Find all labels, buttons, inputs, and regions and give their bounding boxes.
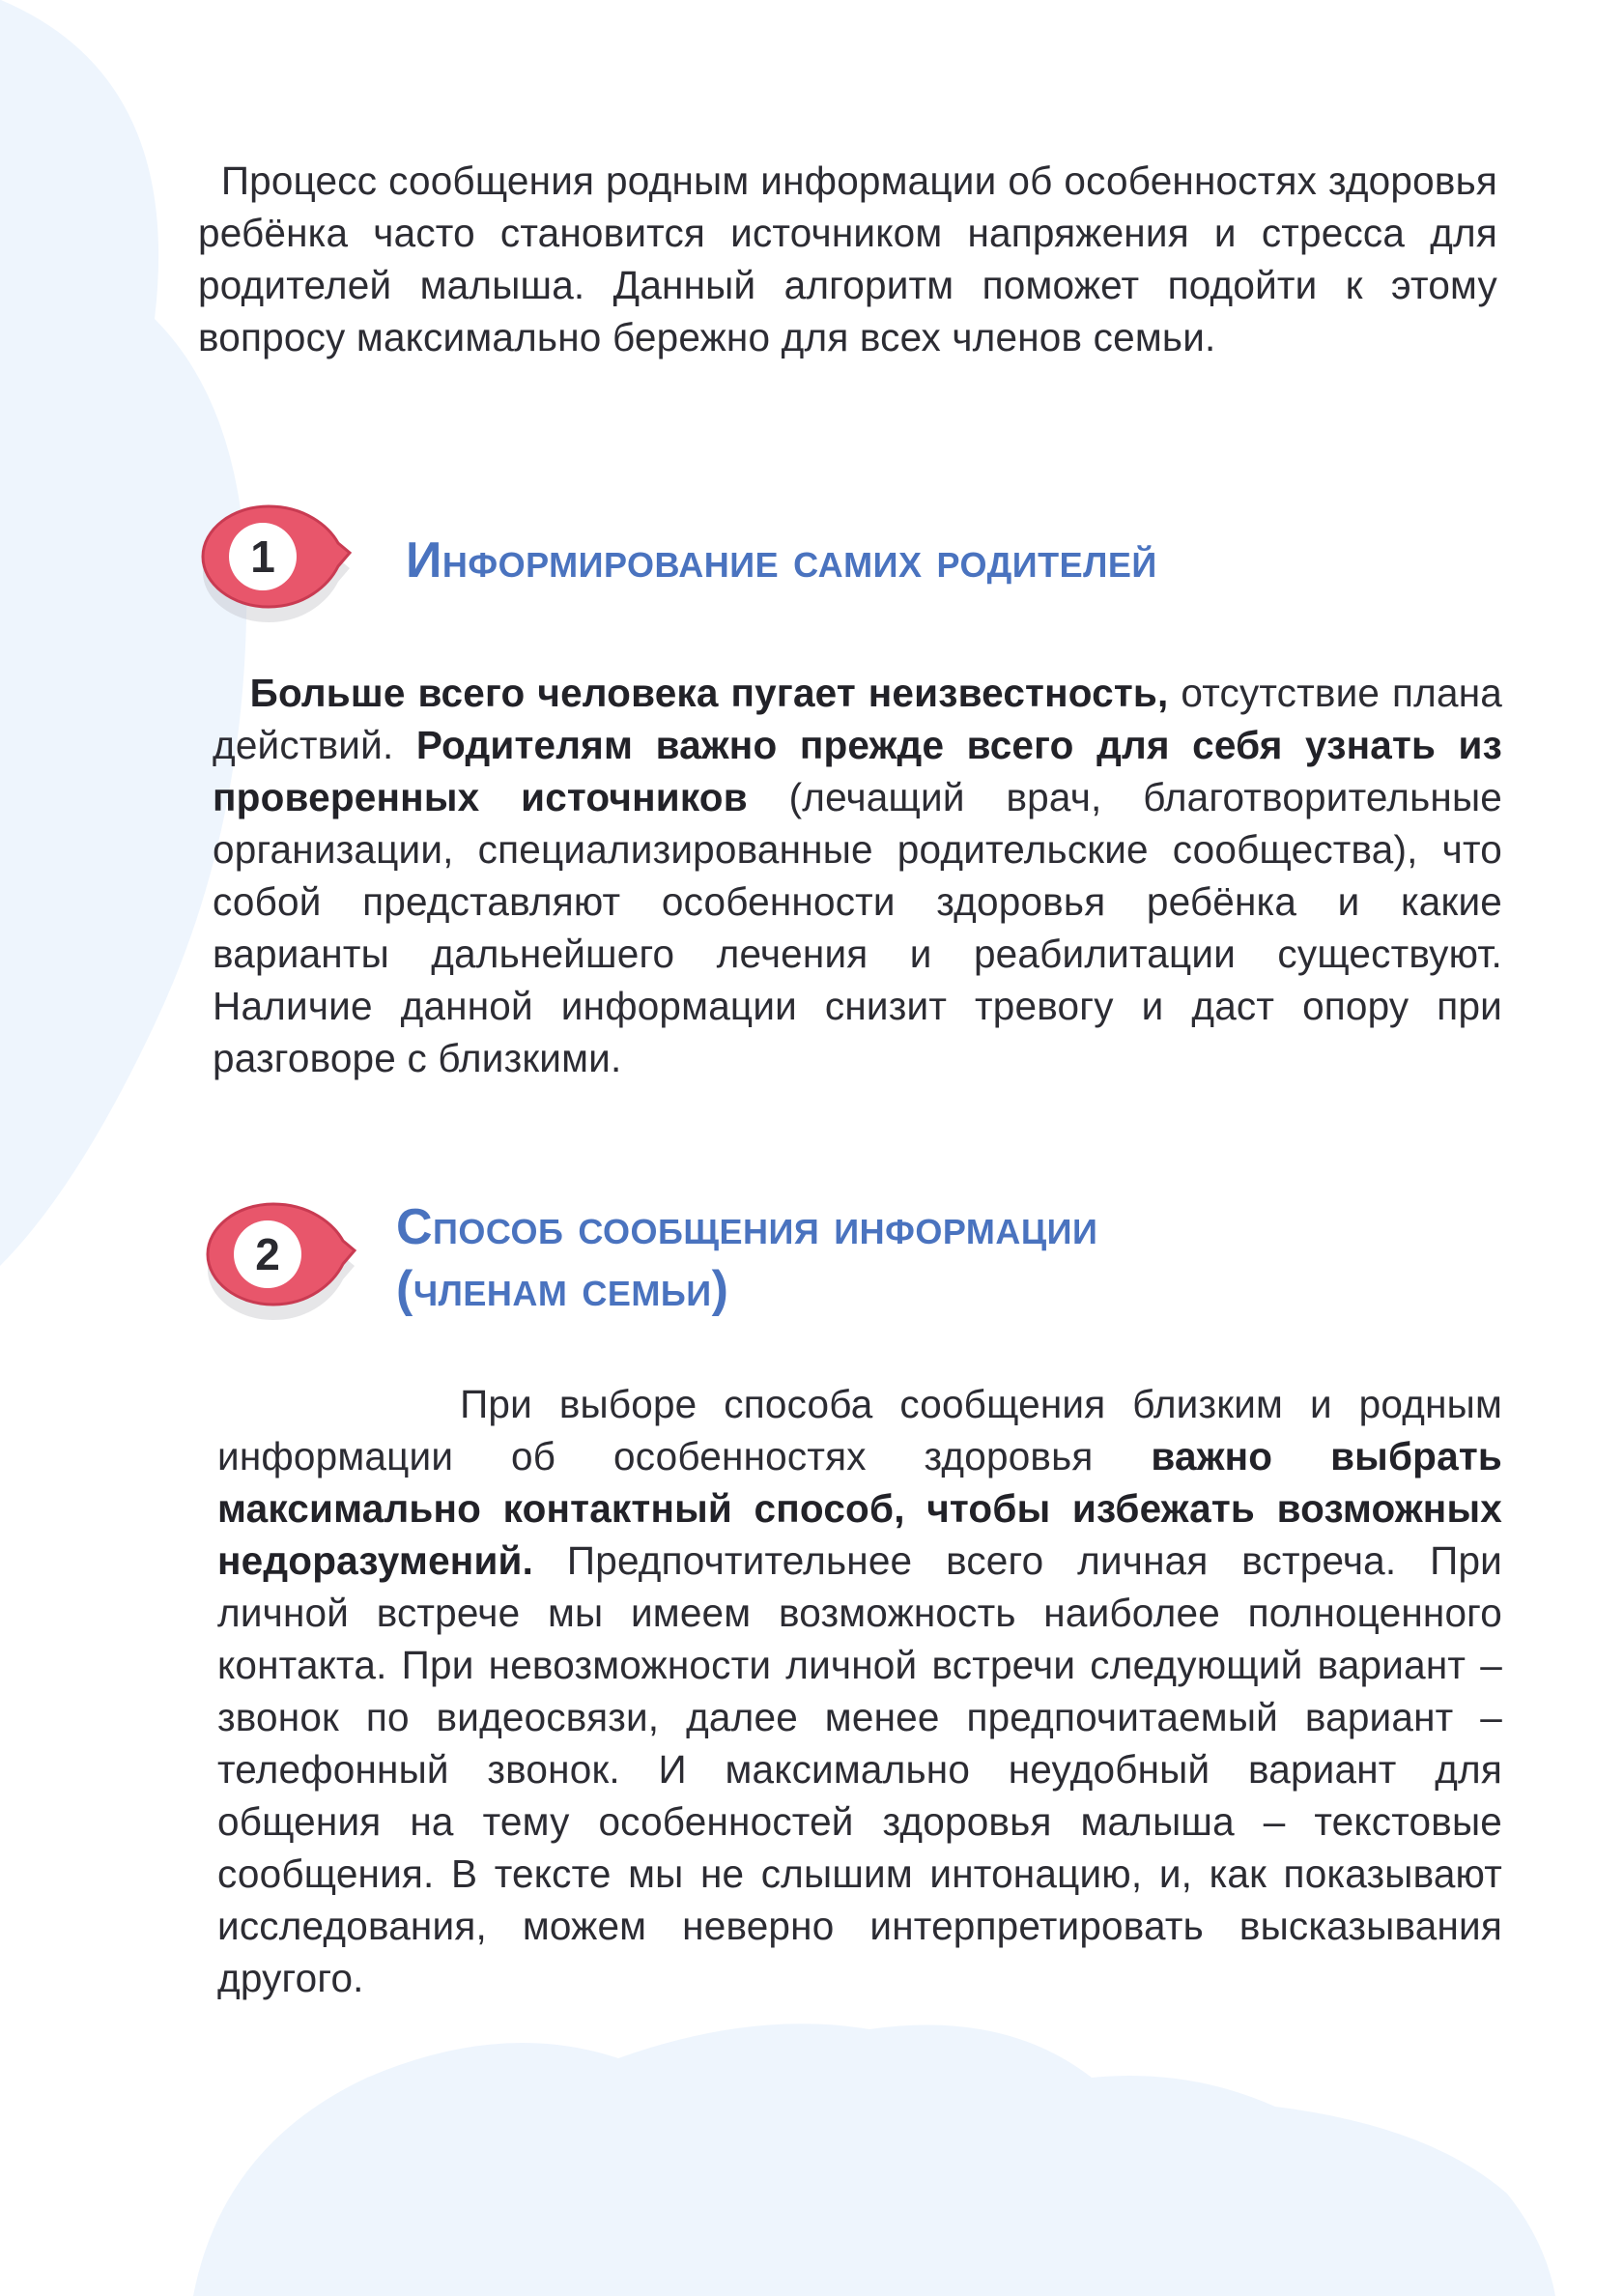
section-1-title: Информирование самих родителей bbox=[406, 532, 1157, 588]
section-2-title-line-2: (членам семьи) bbox=[396, 1261, 729, 1317]
step-1-number: 1 bbox=[250, 531, 275, 582]
section-2-title bbox=[396, 1196, 1097, 1320]
section-2-paragraph: При выборе способа сообщения близким и родным информации об особенностях здоровья важно выбрать максимально контактный способ, чтобы избежать возможных недоразумений. Предпочтительнее всего личная встреча. При личной встрече мы имеем возможность наиболее полноценного контакта. При невозможности личной встречи следующий вариант – звонок по видеосвязи, далее менее предпочитаемый вариант – телефонный звонок. И максимально неудобный вариант для общения на тему особенностей здоровья малыша – текстовые сообщения. В тексте мы не слышим интонацию, и, как показывают исследования, можем неверно интерпретировать высказывания другого. bbox=[217, 1382, 1502, 2000]
step-1-badge bbox=[193, 493, 357, 638]
step-2-badge bbox=[198, 1191, 362, 1335]
section-1-paragraph: Больше всего человека пугает неизвестность, отсутствие плана действий. Родителям важно прежде всего для себя узнать из проверенных источников (лечащий врач, благотворительные организации, специализированные родительские сообщества), что собой представляют особенности здоровья ребёнка и какие варианты дальнейшего лечения и реабилитации существуют. Наличие данной информации снизит тревогу и даст опору при разговоре с близкими. bbox=[213, 671, 1503, 1080]
section-2-title-line-1: Способ сообщения информации bbox=[396, 1199, 1098, 1255]
step-2-number: 2 bbox=[255, 1229, 280, 1279]
intro-paragraph: Процесс сообщения родным информации об особенностях здоровья ребёнка часто становится источником напряжения и стресса для родителей малыша. Данный алгоритм поможет подойти к этому вопросу максимально бережно для всех членов семьи. bbox=[198, 158, 1498, 359]
